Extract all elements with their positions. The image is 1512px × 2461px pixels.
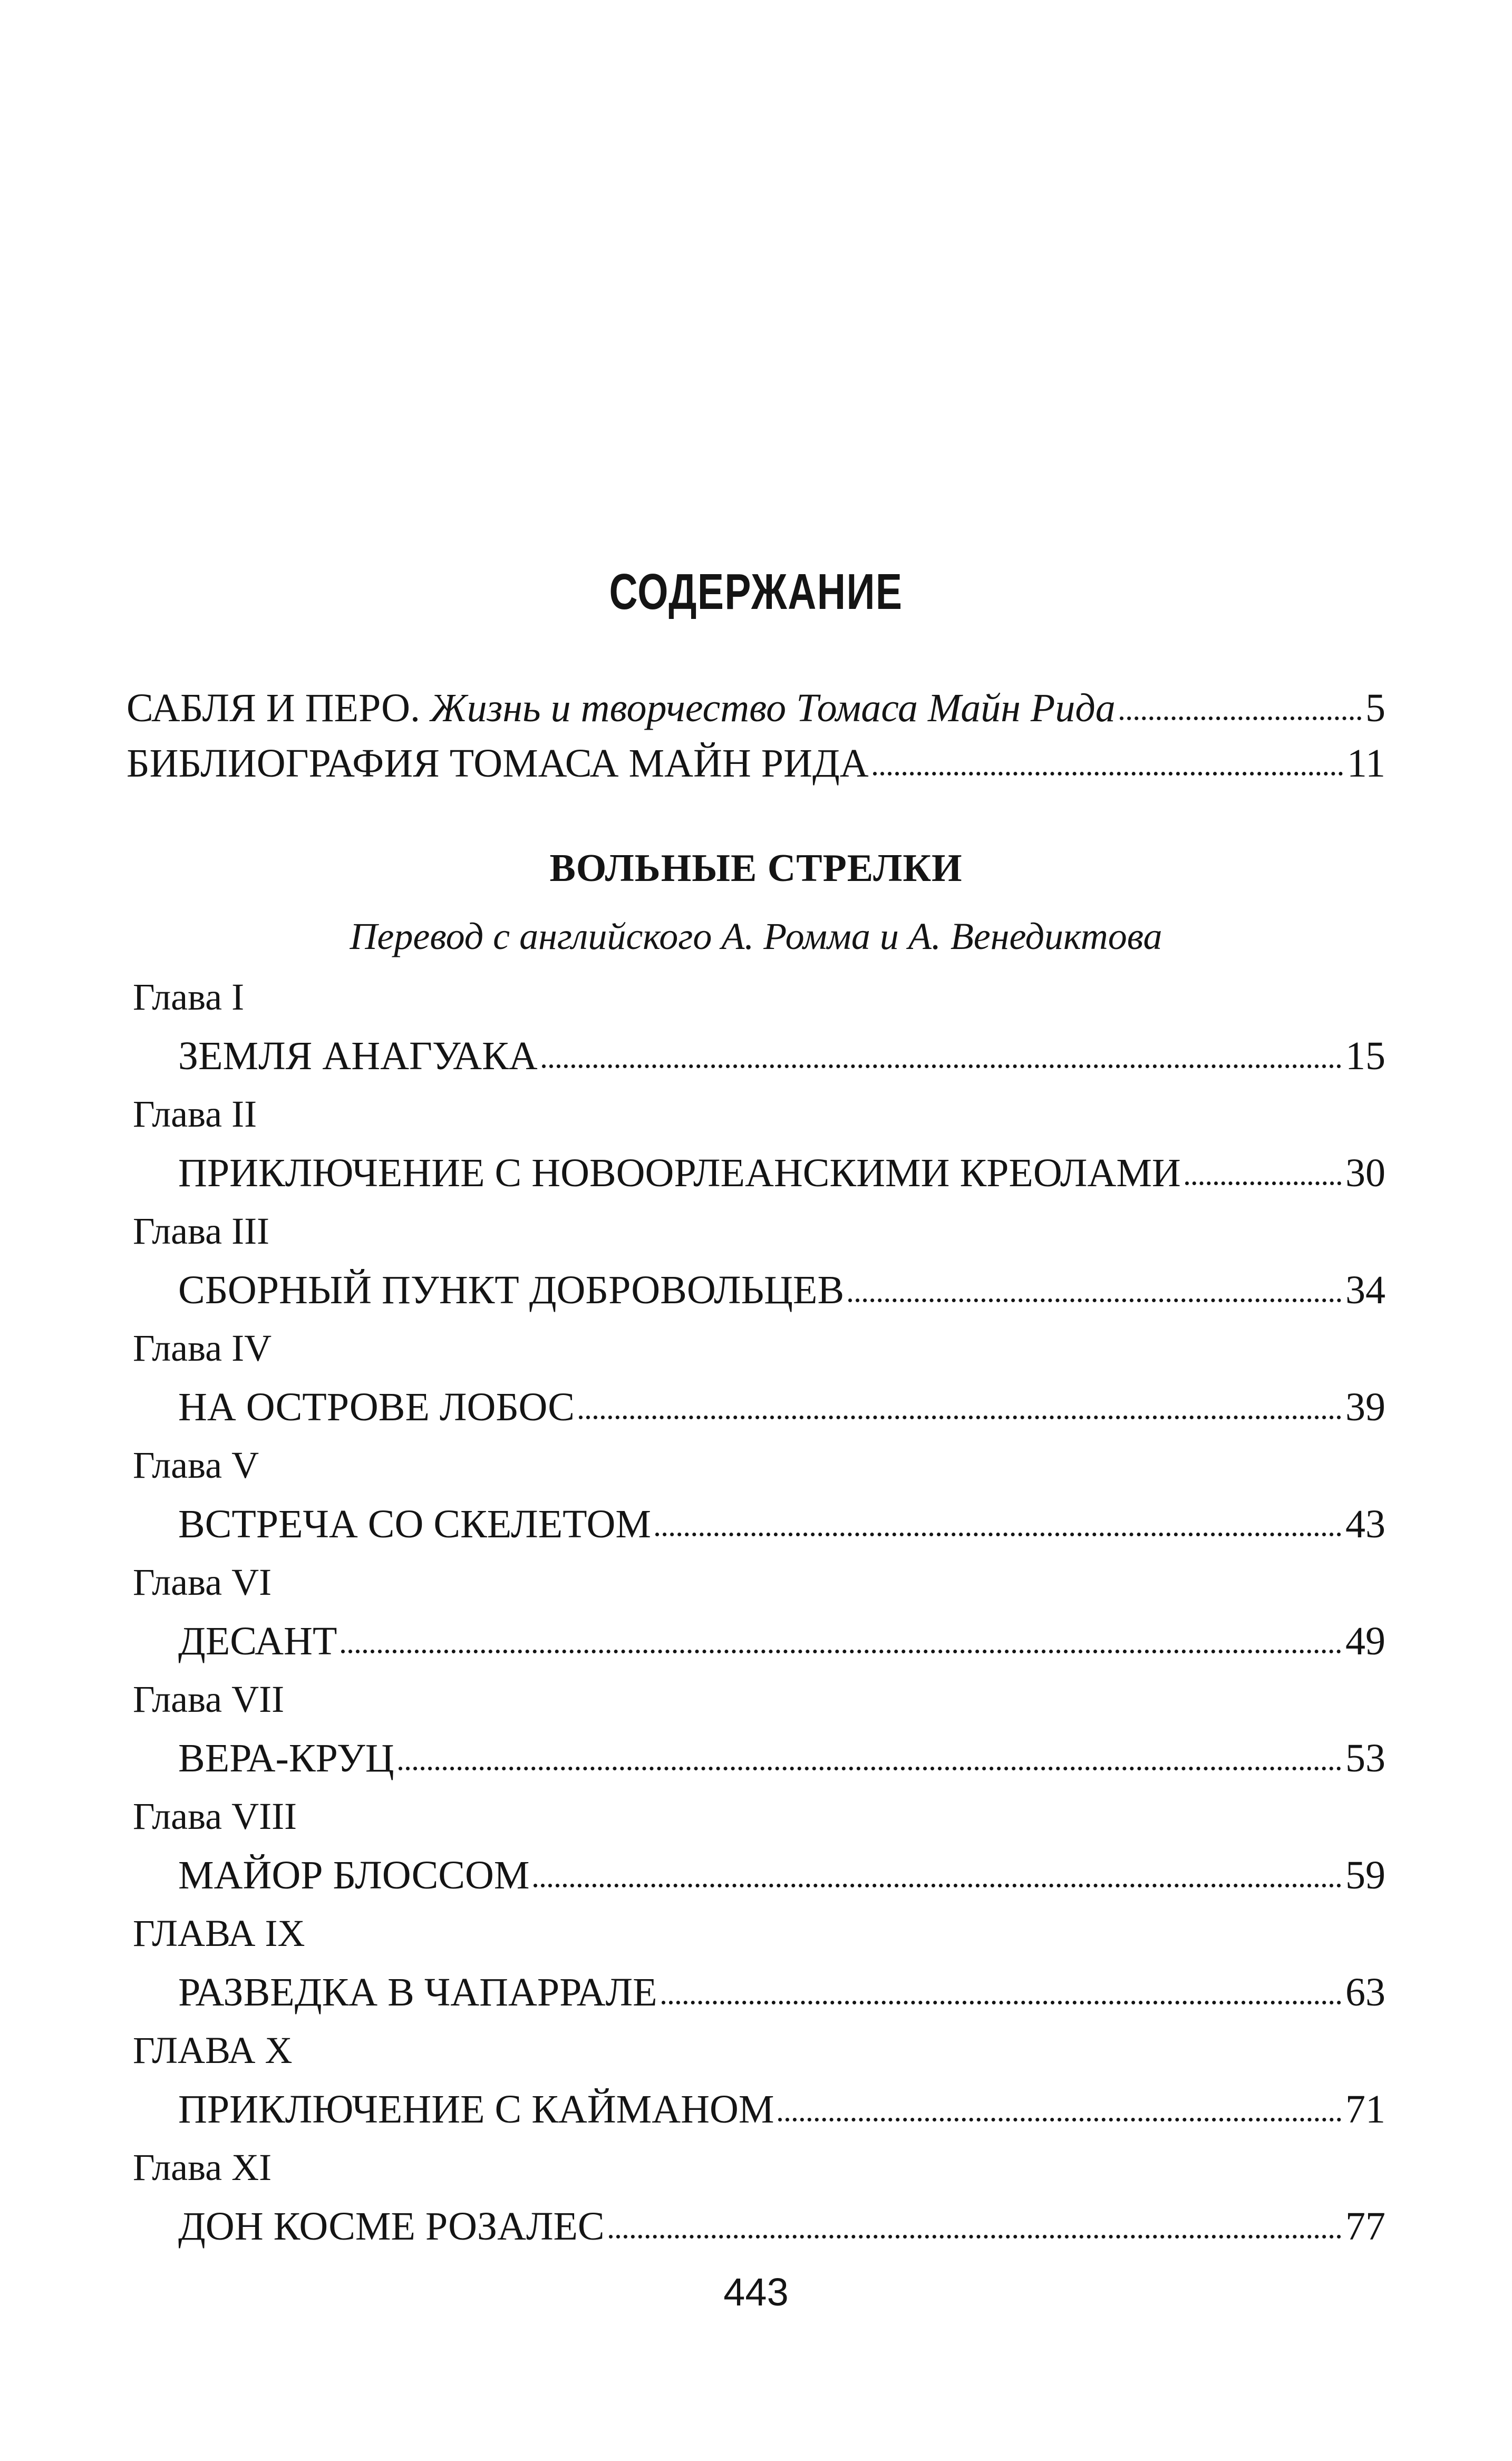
chapter-title: РАЗВЕДКА В ЧАПАРРАЛЕ <box>178 1970 657 2014</box>
toc-entry-title: БИБЛИОГРАФИЯ ТОМАСА МАЙН РИДА <box>127 741 869 786</box>
dot-leader <box>662 2000 1341 2004</box>
chapter-title: НА ОСТРОВЕ ЛОБОС <box>178 1385 575 1429</box>
dot-leader <box>579 1415 1341 1419</box>
dot-leader <box>873 771 1343 776</box>
toc-page-number: 63 <box>1345 1970 1385 2014</box>
chapter-label: ГЛАВА X <box>133 2029 293 2071</box>
chapter-title: ДЕСАНТ <box>178 1619 337 1663</box>
translation-note: Перевод с английского А. Ромма и А. Венедиктова <box>350 915 1162 957</box>
toc-entry-chapter <box>178 1970 1385 2016</box>
toc-entry-chapter <box>178 1267 1385 1313</box>
dot-leader <box>534 1883 1341 1887</box>
chapter-title: МАЙОР БЛОССОМ <box>178 1853 530 1897</box>
toc-entry-chapter <box>178 1150 1385 1196</box>
toc-entry-chapter <box>178 1853 1385 1898</box>
toc-entry-chapter <box>178 2087 1385 2133</box>
dot-leader <box>655 1532 1341 1536</box>
toc-entry-chapter <box>178 2204 1385 2250</box>
toc-entry-chapter <box>178 1384 1385 1430</box>
dot-leader <box>399 1766 1341 1770</box>
chapter-label: Глава III <box>133 1210 270 1252</box>
chapter-label: Глава VIII <box>133 1795 297 1837</box>
toc-entry-chapter <box>178 1501 1385 1547</box>
toc-page-number: 30 <box>1345 1151 1385 1195</box>
dot-leader <box>1185 1181 1341 1185</box>
chapter-label: ГЛАВА IX <box>133 1912 305 1954</box>
toc-entry-front-matter <box>127 685 1385 731</box>
chapter-label: Глава V <box>133 1444 259 1486</box>
chapter-label: Глава I <box>133 976 245 1018</box>
chapter-label: Глава VI <box>133 1561 272 1603</box>
toc-page-number: 5 <box>1365 686 1385 730</box>
section-title: ВОЛЬНЫЕ СТРЕЛКИ <box>549 847 963 890</box>
toc-entry-chapter <box>178 1736 1385 1781</box>
toc-page-number: 49 <box>1345 1619 1385 1663</box>
toc-entry-chapter <box>178 1619 1385 1664</box>
dot-leader <box>542 1064 1341 1068</box>
dot-leader <box>848 1298 1341 1302</box>
chapter-title: ДОН КОСМЕ РОЗАЛЕС <box>178 2204 605 2249</box>
chapter-label: Глава VII <box>133 1678 285 1720</box>
dot-leader <box>609 2234 1341 2239</box>
chapter-title: ЗЕМЛЯ АНАГУАКА <box>178 1034 538 1078</box>
toc-page-number: 59 <box>1345 1853 1385 1897</box>
toc-entry-chapter <box>178 1033 1385 1079</box>
toc-page-number: 11 <box>1346 741 1385 786</box>
dot-leader <box>778 2117 1341 2121</box>
chapter-label: Глава IV <box>133 1327 272 1369</box>
chapter-title: ПРИКЛЮЧЕНИЕ С КАЙМАНОМ <box>178 2087 774 2131</box>
toc-page-number: 71 <box>1345 2087 1385 2131</box>
toc-page-number: 39 <box>1345 1385 1385 1429</box>
chapter-title: СБОРНЫЙ ПУНКТ ДОБРОВОЛЬЦЕВ <box>178 1268 845 1312</box>
toc-page-number: 43 <box>1345 1502 1385 1546</box>
toc-entry-subtitle: Жизнь и творчество Томаса Майн Рида <box>430 686 1116 730</box>
chapter-title: ПРИКЛЮЧЕНИЕ С НОВООРЛЕАНСКИМИ КРЕОЛАМИ <box>178 1151 1181 1195</box>
toc-entry-front-matter <box>127 741 1385 787</box>
contents-heading: СОДЕРЖАНИЕ <box>609 564 903 620</box>
toc-page-number: 77 <box>1345 2204 1385 2249</box>
chapter-label: Глава II <box>133 1093 257 1135</box>
toc-entry-title-text: САБЛЯ И ПЕРО. <box>127 686 421 730</box>
dot-leader <box>1120 716 1361 720</box>
chapter-title: ВСТРЕЧА СО СКЕЛЕТОМ <box>178 1502 652 1546</box>
chapter-title: ВЕРА-КРУЦ <box>178 1736 394 1780</box>
toc-page-number: 53 <box>1345 1736 1385 1780</box>
page-number: 443 <box>723 2270 789 2314</box>
toc-page-number: 34 <box>1345 1268 1385 1312</box>
toc-page-number: 15 <box>1345 1034 1385 1078</box>
dot-leader <box>341 1649 1341 1653</box>
toc-entry-title <box>127 685 1116 731</box>
chapter-label: Глава XI <box>133 2146 272 2188</box>
